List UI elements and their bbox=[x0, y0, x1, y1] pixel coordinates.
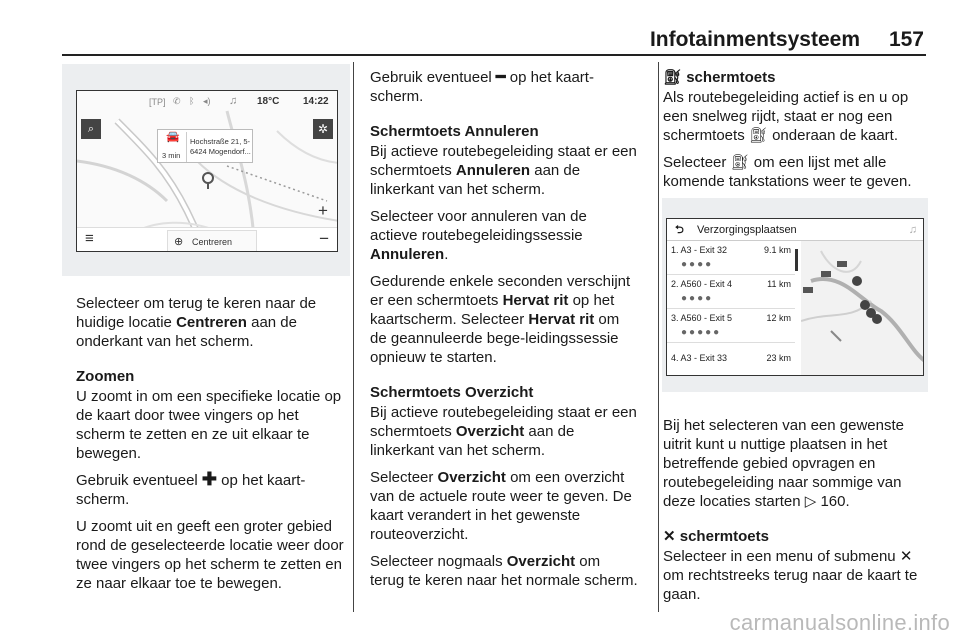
location-target-icon: ⊕ bbox=[174, 236, 184, 248]
minus-icon: ━ bbox=[495, 69, 506, 86]
search-button[interactable] bbox=[81, 119, 101, 139]
header-rule bbox=[62, 54, 926, 56]
gear-icon: ✲ bbox=[317, 122, 329, 136]
list-scrollbar[interactable] bbox=[795, 249, 798, 271]
heading-zoom: Zoomen bbox=[76, 368, 135, 385]
list-item-distance: 23 km bbox=[766, 353, 791, 363]
fuel-pump-icon: ⛽︎ bbox=[663, 69, 683, 86]
keyword: Overzicht bbox=[437, 469, 506, 486]
column-1 bbox=[76, 294, 344, 601]
text: op het kaartscherm. Selecteer bbox=[370, 292, 615, 328]
list-item-distance: 11 km bbox=[767, 279, 791, 289]
text: schermtoets bbox=[679, 528, 769, 545]
search-icon: ⌕ bbox=[87, 123, 95, 135]
rest-areas-screenshot bbox=[662, 198, 928, 392]
paragraph-close bbox=[663, 547, 931, 604]
text: Selecteer nogmaals bbox=[370, 553, 507, 570]
text: Gebruik eventueel bbox=[370, 69, 496, 86]
route-map bbox=[801, 241, 924, 376]
page-number: 157 bbox=[888, 28, 924, 51]
music-icon[interactable]: ♫ bbox=[908, 224, 917, 236]
rest-area-list bbox=[667, 241, 795, 376]
column-3-top bbox=[663, 68, 929, 199]
zoom-in-button[interactable]: + bbox=[318, 201, 328, 220]
status-bar bbox=[137, 95, 337, 111]
paragraph-resume bbox=[370, 272, 638, 367]
text: Selecteer bbox=[663, 154, 731, 171]
column-divider-1 bbox=[353, 62, 354, 612]
paragraph-exit bbox=[663, 416, 931, 511]
rest-areas-screen bbox=[666, 218, 924, 376]
text: op het kaart-scherm. bbox=[76, 472, 306, 508]
list-item[interactable] bbox=[667, 275, 795, 309]
paragraph-plus bbox=[76, 471, 344, 509]
plus-icon: ✚ bbox=[201, 469, 218, 489]
list-item[interactable] bbox=[667, 343, 795, 376]
text: om terug te keren naar het normale scherm. bbox=[370, 553, 638, 589]
amenity-icons: ●●●● bbox=[681, 259, 714, 270]
text: Gebruik eventueel bbox=[76, 472, 202, 489]
keyword-centreren: Centreren bbox=[176, 314, 247, 331]
map-screen bbox=[76, 90, 338, 252]
car-icon: 🚘 bbox=[166, 131, 180, 143]
text: Bij actieve routebegeleiding staat er een schermtoets bbox=[370, 143, 637, 179]
list-item[interactable] bbox=[667, 241, 795, 275]
text: aan de linkerkant van het scherm. bbox=[370, 162, 581, 198]
text: schermtoets bbox=[686, 69, 776, 86]
paragraph-overview-3 bbox=[370, 552, 638, 590]
list-item[interactable] bbox=[667, 309, 795, 343]
column-2 bbox=[370, 68, 638, 598]
keyword: Overzicht bbox=[455, 423, 525, 440]
center-button-label: Centreren bbox=[192, 237, 233, 247]
text: Bij actieve routebegeleiding staat er een schermtoets bbox=[370, 404, 637, 440]
popup-address-line2: 6424 Mogendorf... bbox=[190, 147, 251, 156]
list-item-name: 2. A560 - Exit 4 bbox=[671, 279, 733, 289]
keyword: Overzicht bbox=[506, 553, 576, 570]
column-divider-2 bbox=[658, 62, 659, 612]
bottom-bar bbox=[77, 227, 338, 252]
text: onderaan de kaart. bbox=[767, 127, 899, 144]
phone-icon: ✆ bbox=[173, 96, 181, 106]
keyword: Hervat rit bbox=[502, 292, 569, 309]
text: . bbox=[845, 493, 850, 510]
bluetooth-icon: ᛒ bbox=[189, 96, 195, 106]
text: om rechtstreeks terug naar de kaart te gaan. bbox=[663, 567, 918, 603]
zoom-out-button[interactable]: − bbox=[319, 229, 329, 248]
fuel-pump-icon: ⛽︎ bbox=[730, 154, 750, 171]
amenity-icons: ●●●●● bbox=[681, 327, 722, 338]
settings-button[interactable] bbox=[313, 119, 333, 139]
text: op het kaart-scherm. bbox=[370, 69, 594, 105]
paragraph-center bbox=[76, 294, 344, 351]
list-item-distance: 9.1 km bbox=[763, 245, 791, 255]
paragraph-fuel-2 bbox=[663, 153, 929, 191]
list-item-distance: 12 km bbox=[766, 313, 791, 323]
text: aan de onderkant van het scherm. bbox=[76, 314, 297, 350]
column-3-bottom bbox=[663, 416, 931, 612]
map-screenshot bbox=[62, 64, 350, 276]
close-icon: ✕ bbox=[899, 548, 913, 565]
heading-close bbox=[663, 527, 931, 546]
text: Als routebegeleiding actief is en u op een snelweg rijdt, staat er nog een schermtoets bbox=[663, 89, 909, 144]
temperature: 18°C bbox=[257, 96, 280, 107]
list-title: Verzorgingsplaatsen bbox=[697, 224, 797, 236]
heading-cancel: Schermtoets Annuleren bbox=[370, 123, 539, 140]
amenity-icons: ●●●● bbox=[681, 293, 714, 304]
list-item-name: 3. A560 - Exit 5 bbox=[671, 313, 733, 323]
paragraph-overview-2 bbox=[370, 468, 638, 544]
volume-icon: ◂) bbox=[203, 96, 211, 106]
keyword: Annuleren bbox=[455, 162, 531, 179]
text: om een lijst met alle komende tankstations weer te geven. bbox=[663, 154, 912, 190]
tp-indicator: [TP] bbox=[149, 97, 166, 107]
paragraph-minus bbox=[370, 68, 638, 106]
fuel-pump-icon: ⛽︎ bbox=[748, 127, 768, 144]
list-item-name: 1. A3 - Exit 32 bbox=[671, 245, 728, 255]
arrow-ref-icon: ▷ bbox=[804, 493, 817, 510]
text: Selecteer in een menu of submenu bbox=[663, 548, 900, 565]
close-icon: ✕ bbox=[663, 528, 676, 545]
text: Bij het selecteren van een gewenste uitrit kunt u nuttige plaatsen in het betreffende gebied opvragen en routebegeleiding naar sommige van deze locaties starten bbox=[663, 417, 904, 510]
paragraph-cancel-2 bbox=[370, 207, 638, 264]
menu-icon[interactable]: ≡ bbox=[85, 230, 94, 247]
text: Selecteer bbox=[370, 469, 438, 486]
text: aan de linkerkant van het scherm. bbox=[370, 423, 575, 459]
text: om de geannuleerde bege-leidingssessie opnieuw te starten. bbox=[370, 311, 620, 366]
text: Selecteer voor annuleren van de actieve routebegeleidingssessie bbox=[370, 208, 587, 244]
popup-address-line1: Hochstraße 21, 5- bbox=[190, 137, 251, 146]
text: om een overzicht van de actuele route weer te geven. De kaart verandert in het gewenste routeoverzicht. bbox=[370, 469, 632, 543]
paragraph-fuel-1 bbox=[663, 88, 929, 145]
keyword: Hervat rit bbox=[528, 311, 595, 328]
text: Gedurende enkele seconden verschijnt er een schermtoets bbox=[370, 273, 631, 309]
keyword: Annuleren bbox=[370, 246, 445, 263]
back-icon[interactable]: ⮌ bbox=[675, 224, 684, 236]
paragraph-overview-1 bbox=[370, 403, 638, 460]
watermark: carmanualsonline.info bbox=[729, 610, 950, 635]
text: . bbox=[444, 246, 449, 263]
list-item-name: 4. A3 - Exit 33 bbox=[671, 353, 728, 363]
heading-overview: Schermtoets Overzicht bbox=[370, 384, 534, 401]
center-button[interactable] bbox=[167, 230, 257, 252]
popup-eta: 3 min bbox=[162, 151, 181, 160]
destination-popup[interactable] bbox=[157, 129, 253, 163]
paragraph-cancel-1 bbox=[370, 142, 638, 199]
list-header bbox=[667, 219, 924, 241]
clock: 14:22 bbox=[303, 96, 329, 107]
page-header bbox=[0, 0, 960, 56]
paragraph-zoom-in: U zoomt in om een specifieke locatie op de kaart door twee vingers op het scherm te zetten en ze uit elkaar te bewegen. bbox=[76, 388, 342, 462]
page-reference[interactable]: 160 bbox=[820, 493, 846, 510]
paragraph-zoom-out: U zoomt uit en geeft een groter gebied rond de geselecteerde locatie weer door twee vingers op het scherm te zetten en ze naar elkaar toe te bewegen. bbox=[76, 518, 344, 592]
music-icon: ♫ bbox=[229, 95, 238, 107]
heading-fuel bbox=[663, 68, 929, 87]
page-title: Infotainmentsysteem bbox=[649, 28, 860, 51]
text: Selecteer om terug te keren naar de huidige locatie bbox=[76, 295, 317, 331]
